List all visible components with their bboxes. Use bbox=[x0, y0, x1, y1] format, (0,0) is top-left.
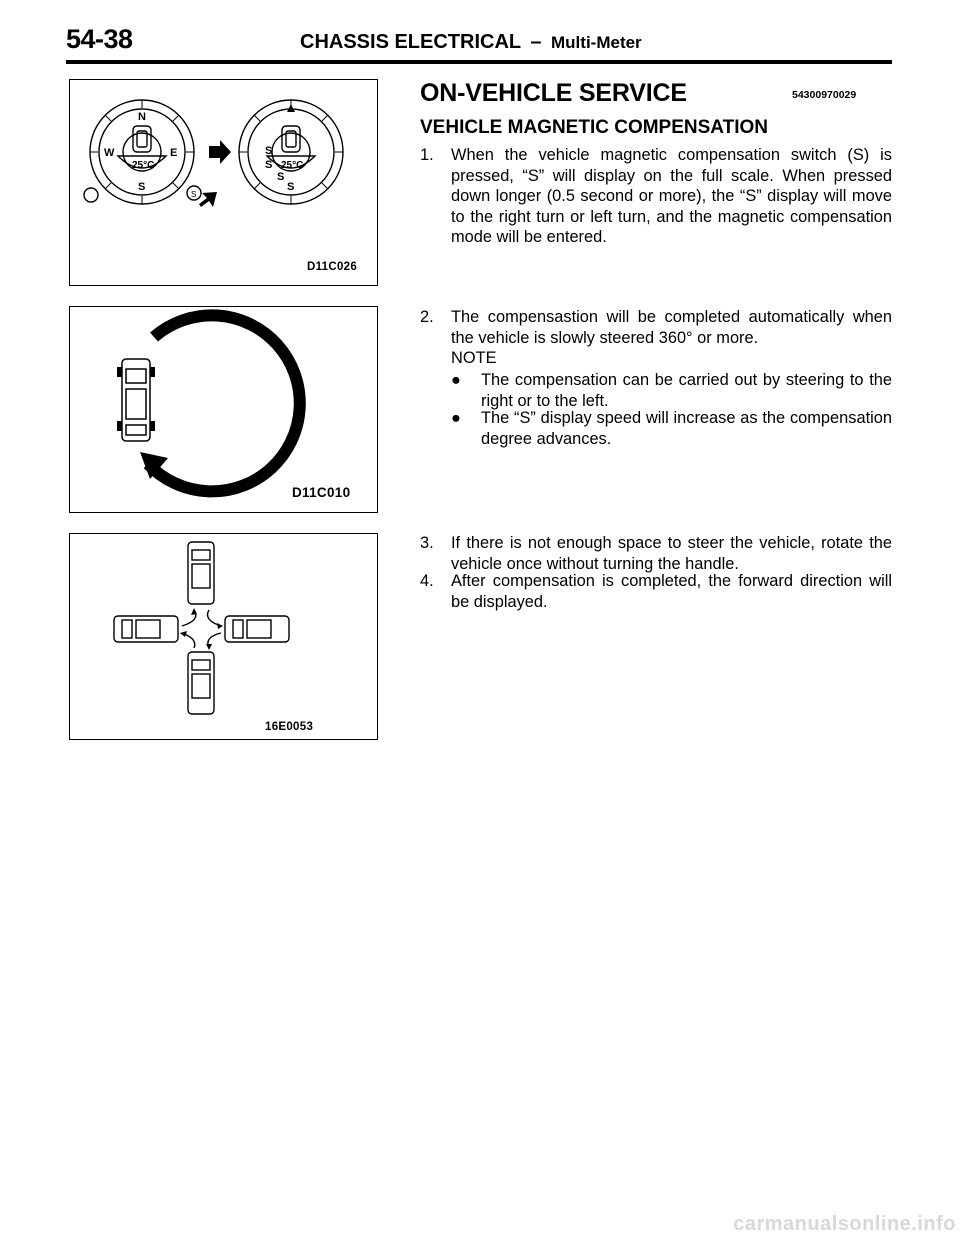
header-title bbox=[300, 31, 642, 54]
step-text: When the vehicle magnetic compensation switch (S) is pressed, “S” will display on the full scale. When pressed down longer (0.5 second or more), the “S” display will move to the right turn or left turn, and the magnetic compensation mode will be entered. bbox=[451, 146, 892, 246]
svg-text:S: S bbox=[277, 171, 285, 183]
step-item bbox=[420, 571, 892, 612]
figure-code: 16E0053 bbox=[265, 721, 314, 733]
vehicle-circular-turn-illustration bbox=[70, 307, 379, 514]
svg-text:W: W bbox=[104, 147, 115, 159]
step-item bbox=[420, 307, 892, 348]
note-text: The compensation can be carried out by steering to the right or to the left. bbox=[481, 371, 892, 410]
step-text: The compensastion will be completed automatically when the vehicle is slowly steered 360° or more. bbox=[451, 308, 892, 347]
svg-text:S: S bbox=[191, 190, 197, 199]
step-number: 2. bbox=[420, 308, 434, 326]
step-item bbox=[420, 145, 892, 248]
svg-text:S: S bbox=[287, 181, 295, 193]
step-number: 3. bbox=[420, 534, 434, 552]
svg-text:E: E bbox=[170, 147, 178, 159]
step-text: If there is not enough space to steer the vehicle, rotate the vehicle once without turning the handle. bbox=[451, 534, 892, 573]
note-label: NOTE bbox=[451, 349, 497, 367]
bullet-icon: ● bbox=[451, 409, 461, 427]
watermark: carmanualsonline.info bbox=[733, 1213, 956, 1235]
svg-text:S: S bbox=[138, 181, 146, 193]
step-number: 1. bbox=[420, 146, 434, 164]
section-code: 54300970029 bbox=[792, 89, 857, 101]
note-item bbox=[451, 370, 892, 411]
subsection-title: VEHICLE MAGNETIC COMPENSATION bbox=[420, 117, 768, 138]
note-text: The “S” display speed will increase as the compensation degree advances. bbox=[481, 409, 892, 448]
svg-text:N: N bbox=[138, 111, 146, 123]
svg-text:S: S bbox=[265, 145, 273, 157]
header-rule bbox=[66, 60, 892, 64]
step-number: 4. bbox=[420, 572, 434, 590]
figure-circular-turn bbox=[69, 306, 378, 513]
figure-code: D11C010 bbox=[292, 485, 351, 500]
header-section: CHASSIS ELECTRICAL bbox=[300, 31, 521, 53]
page-number: 54-38 bbox=[66, 24, 133, 54]
vehicle-rotation-illustration bbox=[70, 534, 379, 741]
bullet-icon: ● bbox=[451, 371, 461, 389]
figure-vehicle-rotation bbox=[69, 533, 378, 740]
svg-text:S: S bbox=[265, 159, 273, 171]
section-title: ON-VEHICLE SERVICE bbox=[420, 79, 687, 107]
figure-code: D11C026 bbox=[307, 261, 358, 273]
svg-text:25°C: 25°C bbox=[281, 160, 304, 171]
compass-display-illustration bbox=[70, 80, 379, 287]
svg-text:25°C: 25°C bbox=[132, 160, 155, 171]
step-text: After compensation is completed, the forward direction will be displayed. bbox=[451, 572, 892, 611]
figure-compass-display bbox=[69, 79, 378, 286]
header-subsection: Multi-Meter bbox=[551, 33, 642, 52]
note-item bbox=[451, 408, 892, 449]
header-separator: – bbox=[530, 31, 542, 53]
step-item bbox=[420, 533, 892, 574]
